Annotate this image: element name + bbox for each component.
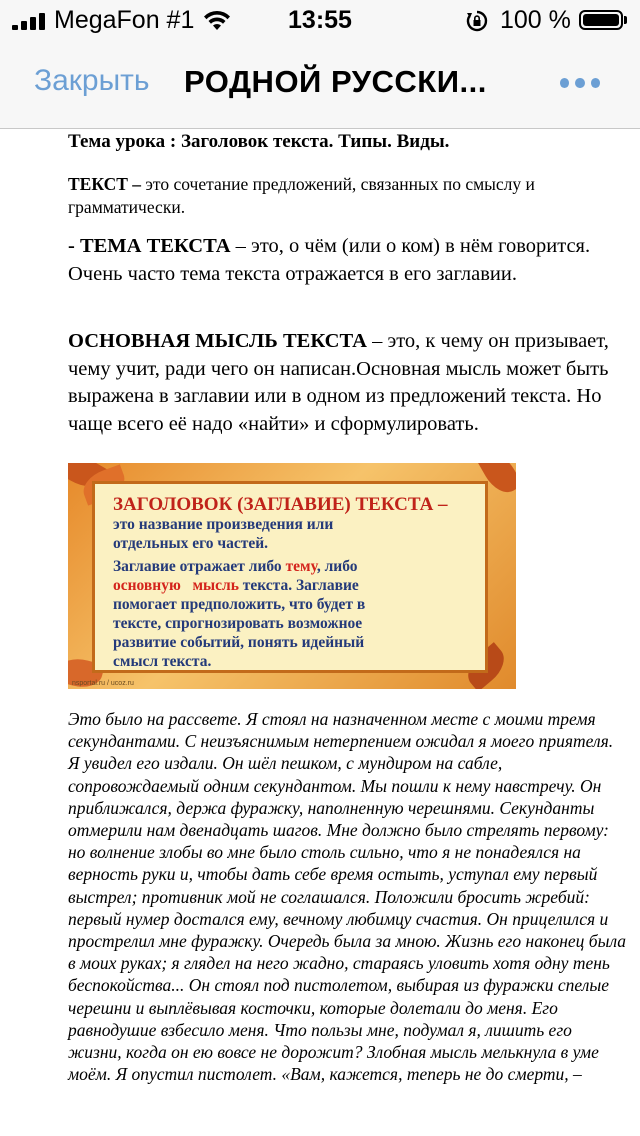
definition-topic: – это, о чём (или о ком) в нём говорится. Очень часто тема текста отражается в его заглавии.: [68, 235, 591, 285]
title-definition-image: [68, 463, 516, 689]
more-options-icon[interactable]: [560, 78, 600, 90]
story-excerpt: Это было на рассвете. Я стоял на назначенном месте с моими тремя секундантами. С неизъяснимым нетерпением ожидал я моего приятеля. Я увидел его издали. Он шёл пешком, с мундиром на сабле, сопровождаемый одним секундантом. Мы пошли к нему навстречу. Он приближался, держа фуражку, наполненную черешнями. Секунданты отмерили нам двенадцать шагов. Мне должно было стрелять первому: но волнение злобы во мне было столь сильно, что я не понадеялся на верность руки и, чтобы дать себе время остыть, уступал ему первый выстрел; противник мой не соглашался. Положили бросить жребий: первый нумер достался ему, вечному любимцу счастия. Он прицелился и прострелил мне фуражку. Очередь была за мною. Жизнь его наконец была в моих руках; я глядел на него жадно, стараясь уловить хотя одну тень беспокойства... Он стоял под пистолетом, выбирая из фуражки спелые черешни и выплёвывая косточки, которые долетали до меня. Его равнодушие взбесило меня. Что пользы мне, подумал я, лишить его жизни, когда он ею вовсе не дорожит? Злобная мысль мелькнула в уме моём. Я опустил пистолет. «Вам, кажется, теперь не до смерти, –: [68, 709, 627, 1085]
close-button[interactable]: Закрыть: [34, 64, 150, 97]
lesson-title: Тема урока : Заголовок текста. Типы. Виды.: [68, 131, 450, 152]
orientation-lock-icon: [465, 9, 489, 33]
term-topic: - ТЕМА ТЕКСТА: [68, 235, 231, 257]
card-line: смысл текста.: [113, 653, 212, 670]
paragraph-main-idea-definition: [68, 328, 613, 438]
card-line: отдельных его частей.: [113, 535, 269, 552]
highlight-topic: тему: [285, 558, 317, 575]
battery-icon: [579, 10, 623, 30]
card-line: развитие событий, понять идейный: [113, 634, 365, 651]
status-bar: [0, 0, 640, 40]
term-text: ТЕКСТ –: [68, 174, 142, 194]
document-title: РОДНОЙ РУССКИ...: [184, 64, 487, 99]
term-main-idea: ОСНОВНАЯ МЫСЛЬ ТЕКСТА: [68, 330, 367, 352]
card-line: Заглавие отражает либо тему, либо: [113, 558, 358, 575]
battery-percent: 100 %: [500, 6, 571, 34]
battery-tip: [624, 16, 627, 24]
card-line: это название произведения или: [113, 516, 334, 533]
navigation-bar: [0, 40, 640, 129]
card-line: помогает предположить, что будет в: [113, 596, 366, 613]
definition-main-idea: – это, к чему он призывает, чему учит, ради чего он написан.Основная мысль может быть выражена в заглавии или в одном из предложений текста. Но чаще всего её надо «найти» и сформулировать.: [68, 330, 609, 435]
carrier-name: MegaFon #1: [54, 6, 195, 34]
card-line: тексте, спрогнозировать возможное: [113, 615, 363, 632]
definition-panel: [92, 481, 488, 673]
card-line: основную мысль текста. Заглавие: [113, 577, 359, 594]
status-time: 13:55: [288, 6, 352, 34]
card-heading: ЗАГОЛОВОК (ЗАГЛАВИЕ) ТЕКСТА –: [113, 494, 448, 515]
image-credit: nsportal.ru / ucoz.ru: [72, 680, 134, 687]
highlight-idea: мысль: [192, 577, 239, 594]
paragraph-topic-definition: [68, 232, 608, 288]
definition-text: это сочетание предложений, связанных по смыслу и грамматически.: [68, 174, 535, 217]
highlight-main: основную: [113, 577, 181, 594]
paragraph-text-definition: [68, 173, 598, 219]
